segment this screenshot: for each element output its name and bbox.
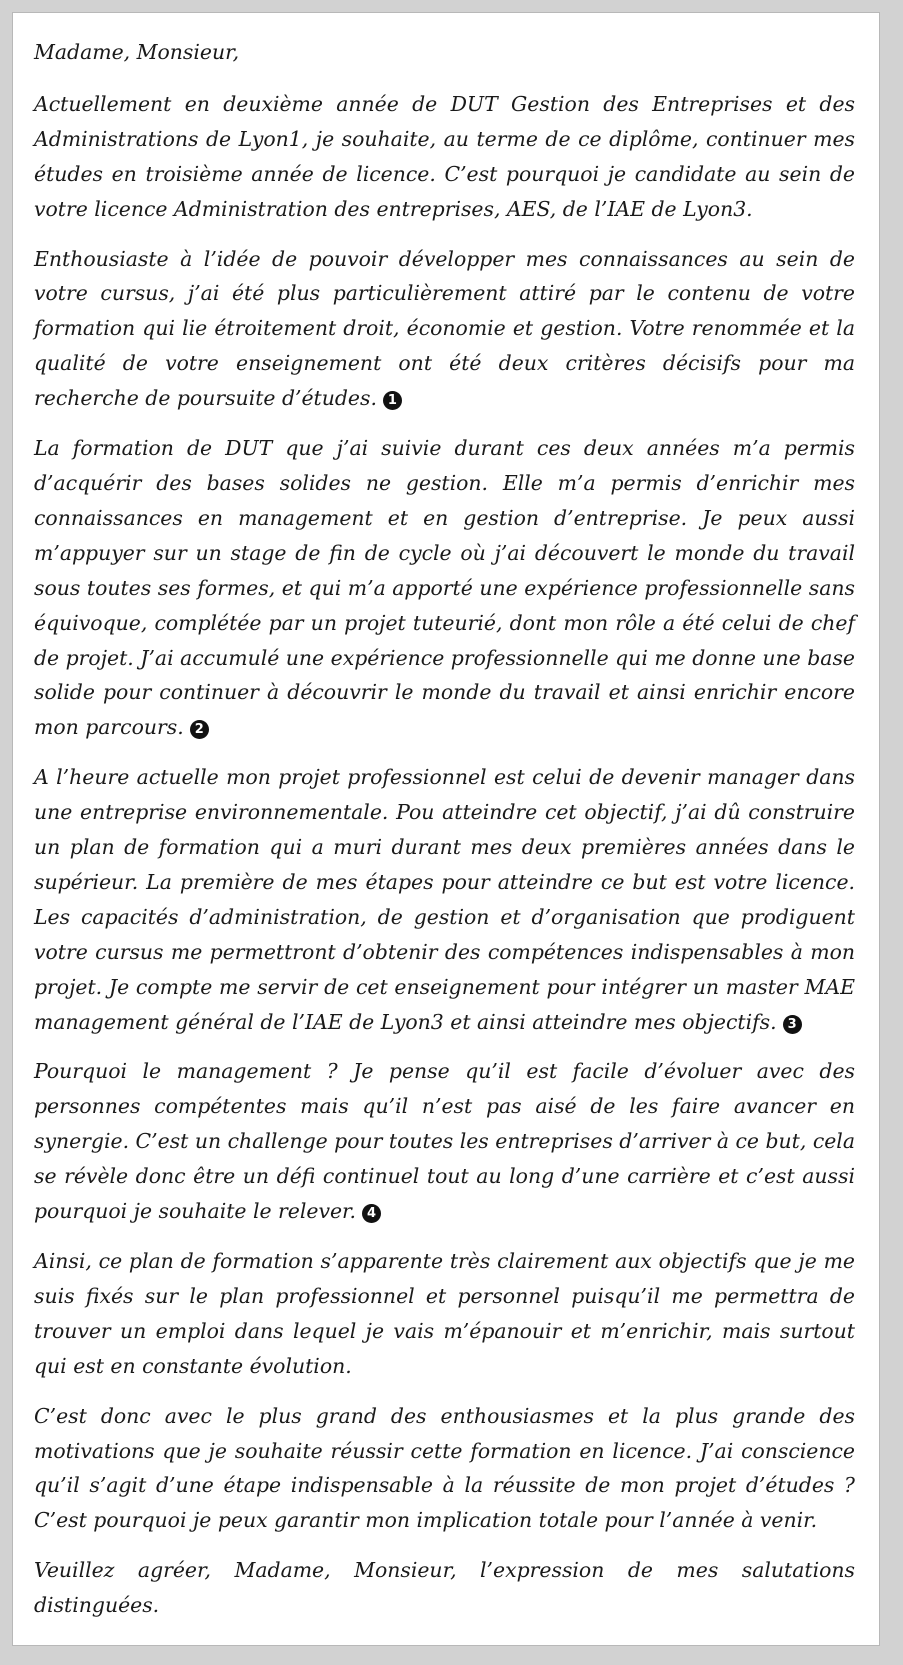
paragraph-text: C’est donc avec le plus grand des enthousiasmes et la plus grande des motivations que je souhaite réussir cette formation en licence. J’ai conscience qu’il s’agit d’une étape indispensable à la réussite de mon projet d’études ? C’est pourquoi je peux garantir mon implication totale pour l’année à venir. (34, 1403, 855, 1533)
paragraph-objectives (34, 1244, 855, 1384)
paragraph-project (34, 760, 855, 1039)
paragraph-management (34, 1054, 855, 1229)
paragraph-intro (34, 87, 855, 227)
paragraph-text: Actuellement en deuxième année de DUT Gestion des Entreprises et des Administrations de Lyon1, je souhaite, au terme de ce diplôme, continuer mes études en troisième année de licence. C’est pourquoi je candidate au sein de votre licence Administration des entreprises, AES, de l’IAE de Lyon3. (34, 91, 855, 221)
paragraph-text: Enthousiaste à l’idée de pouvoir développer mes connaissances au sein de votre cursus, j’ai été plus particulièrement attiré par le contenu de votre formation qui lie étroitement droit, économie et gestion. Votre renommée et la qualité de votre enseignement ont été deux critères décisifs pour ma recherche de poursuite d’études. (34, 246, 855, 411)
paragraph-experience (34, 431, 855, 745)
note-marker-2-icon: 2 (190, 720, 209, 739)
paragraph-commitment (34, 1399, 855, 1539)
salutation: Madame, Monsieur, (34, 40, 240, 64)
paragraph-text: Ainsi, ce plan de formation s’apparente très clairement aux objectifs que je me suis fixés sur le plan professionnel et personnel puisqu’il me permettra de trouver un emploi dans lequel je vais m’épanouir et m’enrichir, mais surtout qui est en constante évolution. (34, 1249, 855, 1378)
paragraph-text: A l’heure actuelle mon projet professionnel est celui de devenir manager dans une entreprise environnementale. Pou atteindre cet objectif, j’ai dû construire un plan de formation qui a muri durant mes deux premières années dans le supérieur. La première de mes étapes pour atteindre ce but est votre licence. Les capacités d’administration, de gestion et d’organisation que prodiguent votre cursus me permettront d’obtenir des compétences indispensables à mon projet. Je compte me servir de cet enseignement pour intégrer un master MAE management général de l’IAE de Lyon3 et ainsi atteindre mes objectifs. (34, 765, 855, 1034)
note-marker-3-icon: 3 (783, 1015, 802, 1034)
paragraph-text: Pourquoi le management ? Je pense qu’il est facile d’évoluer avec des personnes compétentes mais qu’il n’est pas aisé de les faire avancer en synergie. C’est un challenge pour toutes les entreprises d’arriver à ce but, cela se révèle donc être un défi continuel tout au long d’une carrière et c’est aussi pourquoi je souhaite le relever. (34, 1059, 855, 1224)
note-marker-1-icon: 1 (383, 391, 402, 410)
closing-formula: Veuillez agréer, Madame, Monsieur, l’expression de mes salutations distinguées. (34, 1558, 855, 1618)
paragraph-motivation (34, 242, 855, 417)
note-marker-4-icon: 4 (362, 1204, 381, 1223)
cover-letter (12, 12, 880, 1646)
paragraph-text: La formation de DUT que j’ai suivie durant ces deux années m’a permis d’acquérir des bases solides ne gestion. Elle m’a permis d’enrichir mes connaissances en management et en gestion d’entreprise. Je peux aussi m’appuyer sur un stage de fin de cycle où j’ai découvert le monde du travail sous toutes ses formes, et qui m’a apporté une expérience professionnelle sans équivoque, complétée par un projet tuteurié, dont mon rôle a été celui de chef de projet. J’ai accumulé une expérience professionnelle qui me donne une base solide pour continuer à découvrir le monde du travail et ainsi enrichir encore mon parcours. (34, 436, 855, 740)
